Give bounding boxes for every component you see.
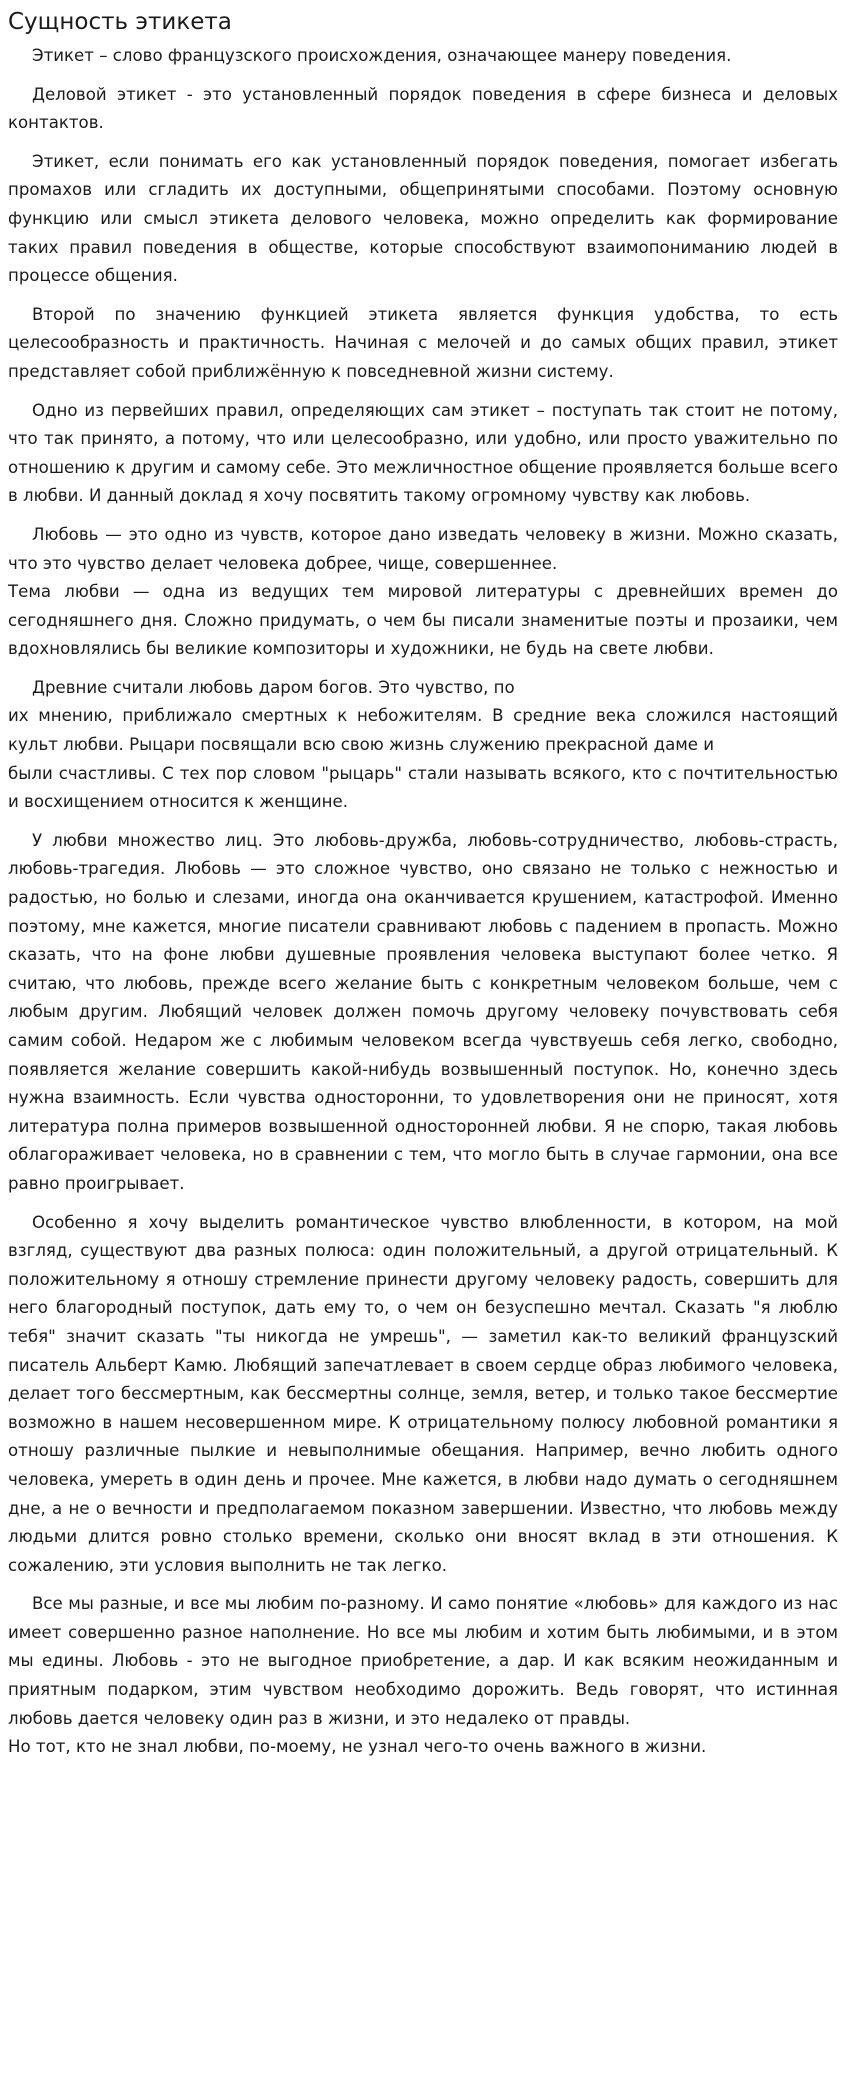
paragraph: их мнению, приближало смертных к небожителям. В средние века сложился настоящий культ любви. Рыцари посвящали всю свою жизнь служению прекрасной даме и — [8, 706, 838, 755]
paragraph: Древние считали любовь даром богов. Это чувство, по — [32, 677, 515, 697]
paragraph: Тема любви — одна из ведущих тем мировой литературы с древнейших времен до сегодняшнего дня. Сложно придумать, о чем бы писали знаменитые поэты и прозаики, чем вдохновлялись бы великие композиторы и художники, не будь на свете любви. — [8, 582, 838, 659]
paragraph: Одно из первейших правил, определяющих сам этикет – поступать так стоит не потому, что так принято, а потому, что или целесообразно, или удобно, или просто уважительно по отношению к другим и самому себе. Это межличностное общение проявляется больше всего в любви. И данный доклад я хочу посвятить такому огромному чувству как любовь. — [8, 400, 838, 506]
paragraph: Любовь — это одно из чувств, которое дано изведать человеку в жизни. Можно сказать, что это чувство делает человека добрее, чище, совершеннее. — [8, 524, 838, 573]
paragraph: У любви множество лиц. Это любовь-дружба, любовь-сотрудничество, любовь-страсть, любовь-трагедия. Любовь — это сложное чувство, оно связано не только с нежностью и радостью, но болью и слезами, иногда она оканчивается крушением, катастрофой. Именно поэтому, мне кажется, многие писатели сравнивают любовь с падением в пропасть. Можно сказать, что на фоне любви душевные проявления человека выступают более четко. Я считаю, что любовь, прежде всего желание быть с конкретным человеком больше, чем с любым другим. Любящий человек должен помочь другому человеку почувствовать себя самим собой. Недаром же с любимым человеком всегда чувствуешь себя легко, свободно, появляется желание совершить какой-нибудь возвышенный поступок. Но, конечно здесь нужна взаимность. Если чувства односторонни, то удовлетворения они не приносят, хотя литература полна примеров возвышенной односторонней любви. Я не спорю, такая любовь облагораживает человека, но в сравнении с тем, что могло быть в случае гармонии, она все равно проигрывает. — [8, 830, 838, 1193]
paragraph: Деловой этикет - это установленный порядок поведения в сфере бизнеса и деловых контактов. — [8, 84, 838, 133]
paragraph: Особенно я хочу выделить романтическое чувство влюбленности, в котором, на мой взгляд, существуют два разных полюса: один положительный, а другой отрицательный. К положительному я отношу стремление принести другому человеку радость, совершить для него благородный поступок, дать ему то, о чем он безуспешно мечтал. Сказать "я люблю тебя" значит сказать "ты никогда не умрешь", — заметил как-то великий французский писатель Альберт Камю. Любящий запечатлевает в своем сердце образ любимого человека, делает того бессмертным, как бессмертны солнце, земля, ветер, и только такое бессмертие возможно в нашем несовершенном мире. К отрицательному полюсу любовной романтики я отношу различные пылкие и невыполнимые обещания. Например, вечно любить одного человека, умереть в один день и прочее. Мне кажется, в любви надо думать о сегодняшнем дне, а не о вечности и предполагаемом показном завершении. Известно, что любовь между людьми длится ровно столько времени, сколько они вносят вклад в эти отношения. К сожалению, эти условия выполнить не так легко. — [8, 1212, 838, 1575]
document-body — [8, 42, 838, 1762]
paragraph: Но тот, кто не знал любви, по-моему, не узнал чего-то очень важного в жизни. — [8, 1737, 707, 1757]
page-title: Сущность этикета — [8, 9, 232, 35]
paragraph: Этикет, если понимать его как установленный порядок поведения, помогает избегать промахов или сгладить их доступными, общепринятыми способами. Поэтому основную функцию или смысл этикета делового человека, можно определить как формирование таких правил поведения в обществе, которые способствуют взаимопониманию людей в процессе общения. — [8, 151, 838, 286]
paragraph: Все мы разные, и все мы любим по-разному. И само понятие «любовь» для каждого из нас имеет совершенно разное наполнение. Но все мы любим и хотим быть любимыми, и в этом мы едины. Любовь - это не выгодное приобретение, а дар. И как всяким неожиданным и приятным подарком, этим чувством необходимо дорожить. Ведь говорят, что истинная любовь дается человеку один раз в жизни, и это недалеко от правды. — [8, 1594, 838, 1728]
document-page — [8, 0, 838, 1772]
paragraph: были счастливы. С тех пор словом "рыцарь" стали называть всякого, кто с почтительностью и восхищением относится к женщине. — [8, 763, 838, 812]
paragraph: Этикет – слово французского происхождения, означающее манеру поведения. — [32, 46, 732, 65]
paragraph: Второй по значению функцией этикета является функция удобства, то есть целесообразность и практичность. Начиная с мелочей и до самых общих правил, этикет представляет собой приближённую к повседневной жизни систему. — [8, 304, 838, 381]
